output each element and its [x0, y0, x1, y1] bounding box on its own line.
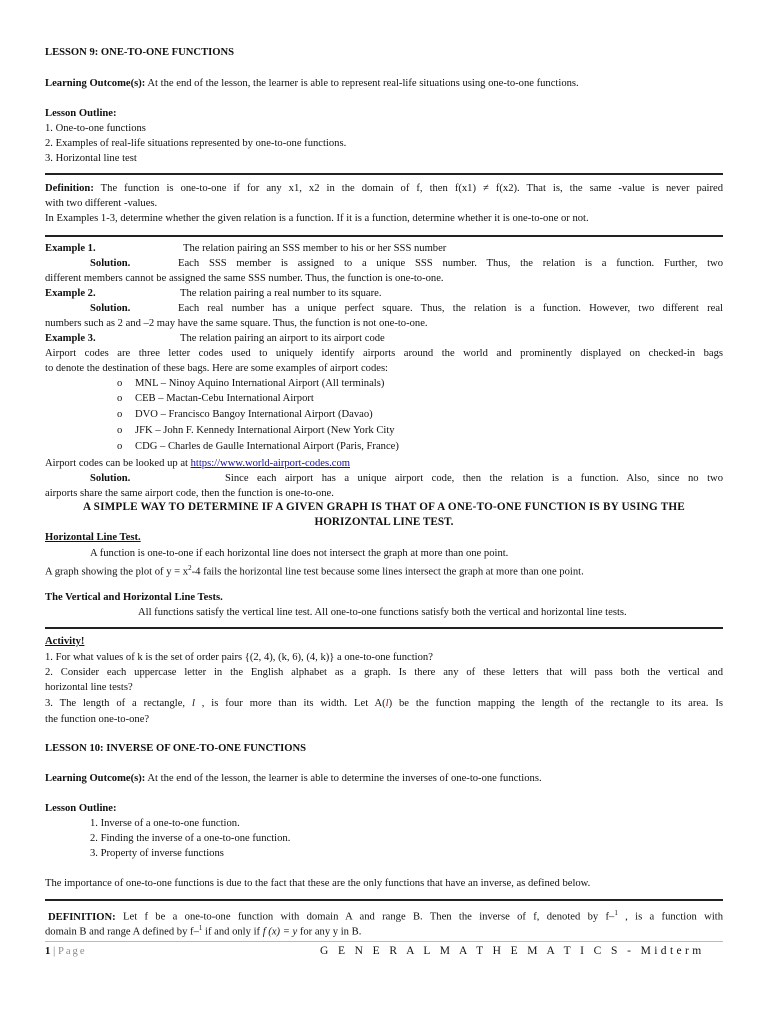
- example-label: Example 3.: [45, 333, 96, 344]
- airport-intro: Airport codes are three letter codes used to uniquely identify airports around the world and prominently displayed on checked-in bags: [45, 348, 723, 359]
- list-item: [117, 407, 373, 422]
- divider: [45, 173, 723, 175]
- inverse-superscript: 1: [614, 909, 618, 917]
- solution-text: Each real number has a unique perfect square. Thus, the relation is a function. However, two different real: [178, 303, 723, 314]
- inverse-definition-cont: [45, 921, 361, 940]
- outcome-label: Learning Outcome(s):: [45, 773, 146, 784]
- definition-text-c: domain B and range A defined by f–: [45, 926, 199, 938]
- vh-tests-title: The Vertical and Horizontal Line Tests.: [45, 592, 223, 603]
- definition-line-2: with two different -values.: [45, 198, 158, 209]
- horizontal-test-definition: A function is one-to-one if each horizontal line does not intersect the graph at more than one point.: [90, 548, 509, 559]
- example-text: The relation pairing an SSS member to his or her SSS number: [183, 243, 447, 254]
- bullet-marker: o: [117, 393, 123, 404]
- outcome-text: At the end of the lesson, the learner is able to determine the inverses of one-to-one functions.: [145, 773, 542, 784]
- solution-text: Each SSS member is assigned to a unique SSS number. Thus, the relation is a function. Further, two: [178, 258, 723, 269]
- list-item: [117, 423, 395, 438]
- lesson10-title: LESSON 10: INVERSE OF ONE-TO-ONE FUNCTIONS: [45, 743, 307, 754]
- example-2: [45, 286, 382, 301]
- solution-label: Solution.: [90, 303, 131, 314]
- divider: [45, 235, 723, 237]
- outline-item: 2. Examples of real-life situations represented by one-to-one functions.: [45, 138, 347, 149]
- example-text: The relation pairing an airport to its airport code: [180, 333, 385, 344]
- length-variable-red: l: [385, 698, 389, 709]
- lookup-text: Airport codes can be looked up at: [45, 458, 191, 469]
- solution-label: Solution.: [90, 473, 131, 484]
- definition-text-b: , is a function with: [617, 911, 723, 923]
- example-1-solution: [45, 256, 723, 271]
- outcome-text: At the end of the lesson, the learner is able to represent real-life situations using one-to-one functions.: [145, 78, 579, 89]
- horizontal-test-banner: A SIMPLE WAY TO DETERMINE IF A GIVEN GRAPH IS THAT OF A ONE-TO-ONE FUNCTION IS BY USING THE: [83, 501, 685, 513]
- example-label: Example 2.: [45, 288, 96, 299]
- definition-text-d: if and only if: [202, 926, 263, 938]
- airport-entry: DVO – Francisco Bangoy International Airport (Davao): [135, 409, 373, 420]
- example-text-a: A graph showing the plot of y = x: [45, 566, 189, 578]
- airport-entry: CDG – Charles de Gaulle International Airport (Paris, France): [135, 441, 399, 452]
- example-2-solution: [45, 301, 723, 316]
- q3-text-c: ) be the function mapping the length of the rectangle to its area. Is: [388, 698, 723, 709]
- lesson9-title: LESSON 9: ONE-TO-ONE FUNCTIONS: [45, 47, 235, 58]
- example-2-solution-cont: numbers such as 2 and –2 may have the same square. Thus, the function is not one-to-one.: [45, 318, 428, 329]
- solution-label: Solution.: [90, 258, 131, 269]
- activity-question-2: 2. Consider each uppercase letter in the English alphabet as a graph. Is there any of these letters that will pass both the vertical and: [45, 667, 723, 678]
- q3-text-a: 3. The length of a rectangle,: [45, 698, 192, 709]
- airport-codes-link[interactable]: https://www.world-airport-codes.com: [190, 458, 350, 469]
- document-title: G E N E R A L M A T H E M A T I C S - Midterm: [320, 945, 705, 957]
- inverse-superscript: 1: [198, 924, 203, 932]
- outline-item: 1. Inverse of a one-to-one function.: [90, 818, 240, 829]
- airport-intro-cont: to denote the destination of these bags. Here are some examples of airport codes:: [45, 363, 389, 374]
- divider: [45, 627, 723, 629]
- airport-entry: JFK – John F. Kennedy International Airport (New York City: [135, 425, 395, 436]
- activity-title: Activity!: [45, 636, 85, 647]
- vh-tests-text: All functions satisfy the vertical line test. All one-to-one functions satisfy both the vertical and horizontal line tests.: [138, 607, 627, 618]
- lesson10-outcome: [45, 771, 542, 786]
- example-3-solution-cont: airports share the same airport code, then the function is one-to-one.: [45, 488, 334, 499]
- lesson10-outline-label: Lesson Outline:: [45, 803, 117, 814]
- q3-text-b: , is four more than its width. Let A(: [194, 698, 386, 709]
- exponent: 2: [188, 564, 192, 572]
- outcome-label: Learning Outcome(s):: [45, 78, 146, 89]
- activity-question-3-cont: the function one-to-one?: [45, 714, 150, 725]
- example-1-solution-cont: different members cannot be assigned the same SSS number. Thus, the function is one-to-one.: [45, 273, 444, 284]
- divider: [45, 899, 723, 901]
- activity-question-3: [45, 696, 723, 711]
- airport-entry: MNL – Ninoy Aquino International Airport (All terminals): [135, 378, 385, 389]
- outline-item: 1. One-to-one functions: [45, 123, 146, 134]
- outline-item: 3. Horizontal line test: [45, 153, 137, 164]
- definition-text: The function is one-to-one if for any x1, x2 in the domain of f, then f(x1) ≠ f(x2). That is, the same -value is never paired: [93, 183, 723, 194]
- list-item: [117, 439, 399, 454]
- definition-line: [45, 181, 723, 196]
- example-3: [45, 331, 385, 346]
- activity-question-1: 1. For what values of k is the set of order pairs {(2, 4), (k, 6), (4, k)} a one-to-one function?: [45, 652, 433, 663]
- outline-item: 2. Finding the inverse of a one-to-one function.: [90, 833, 291, 844]
- example-text: The relation pairing a real number to its square.: [180, 288, 382, 299]
- list-item: [117, 391, 314, 406]
- example-1: [45, 241, 446, 256]
- example-label: Example 1.: [45, 243, 96, 254]
- horizontal-test-banner-2: HORIZONTAL LINE TEST.: [314, 516, 454, 528]
- activity-question-2-cont: horizontal line tests?: [45, 682, 133, 693]
- horizontal-test-title: Horizontal Line Test.: [45, 532, 141, 543]
- lesson9-outline-label: Lesson Outline:: [45, 108, 117, 119]
- examples-instruction: In Examples 1-3, determine whether the given relation is a function. If it is a function, determine whether it is one-to-one or not.: [45, 213, 589, 224]
- definition-label: DEFINITION:: [48, 911, 116, 923]
- lesson9-outcome: [45, 76, 579, 91]
- definition-text-e: for any y in B.: [297, 926, 362, 938]
- page-separator: |: [52, 946, 56, 957]
- horizontal-test-example: [45, 561, 584, 580]
- example-3-solution: [45, 471, 723, 486]
- solution-text: Since each airport has a unique airport code, then the relation is a function. Also, since no two: [225, 473, 723, 484]
- example-text-b: -4 fails the horizontal line test because some lines intersect the graph at more than one point.: [191, 566, 584, 578]
- list-item: [117, 376, 384, 391]
- page-footer: [45, 941, 723, 957]
- bullet-marker: o: [117, 425, 123, 436]
- bullet-marker: o: [117, 378, 123, 389]
- outline-item: 3. Property of inverse functions: [90, 848, 224, 859]
- definition-label: Definition:: [45, 183, 94, 194]
- bullet-marker: o: [117, 409, 123, 420]
- length-variable: l: [191, 698, 195, 709]
- airport-lookup: [45, 456, 350, 471]
- importance-text: The importance of one-to-one functions is due to the fact that these are the only functions that have an inverse, as defined below.: [45, 878, 591, 889]
- definition-text: Let f be a one-to-one function with domain A and range B. Then the inverse of f, denoted by f–: [115, 911, 615, 923]
- page-num: 1: [45, 946, 51, 957]
- math-expression: f (x) = y: [262, 926, 298, 938]
- airport-entry: CEB – Mactan-Cebu International Airport: [135, 393, 314, 404]
- page-word: Page: [57, 946, 87, 957]
- page-number: [45, 944, 87, 959]
- bullet-marker: o: [117, 441, 123, 452]
